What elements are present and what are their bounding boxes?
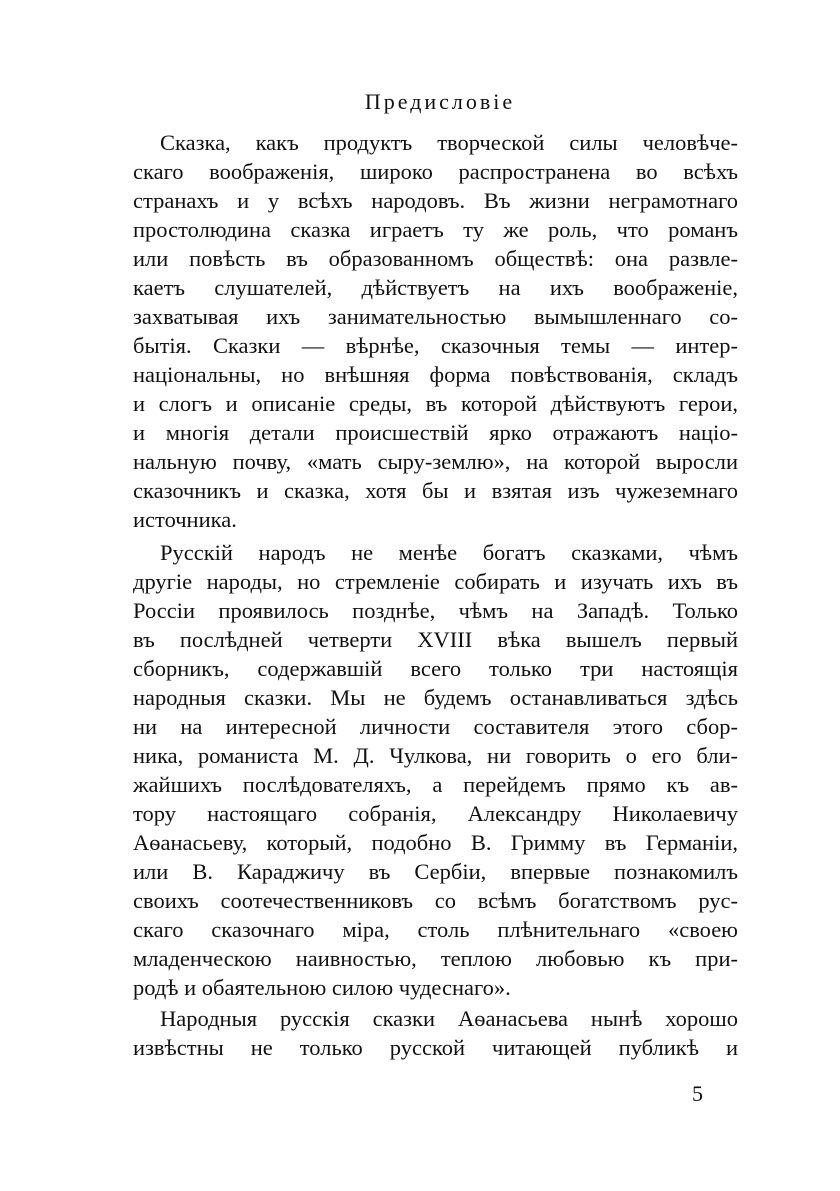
text-line: Аѳанасьеву, который, подобно В. Гримму въ Германіи,: [133, 830, 738, 855]
text-line: скаго воображенія, широко распространена во всѣхъ: [133, 159, 738, 184]
text-line: каетъ слушателей, дѣйствуетъ на ихъ воображеніе,: [133, 275, 738, 300]
text-line: извѣстны не только русской читающей публикѣ и: [133, 1035, 738, 1060]
text-line: Русскій народъ не менѣе богатъ сказками, чѣмъ: [160, 540, 738, 565]
text-line: сказочникъ и сказка, хотя бы и взятая изъ чужеземнаго: [133, 478, 738, 503]
text-line: національны, но внѣшняя форма повѣствованія, складъ: [133, 362, 738, 387]
text-line: другіе народы, но стремленіе собирать и изучать ихъ въ: [133, 569, 738, 594]
page-number: 5: [692, 1081, 703, 1106]
text-line: захватывая ихъ занимательностью вымышленнаго со-: [133, 304, 738, 329]
text-line: младенческою наивностью, теплою любовью къ при-: [133, 946, 738, 971]
text-line: странахъ и у всѣхъ народовъ. Въ жизни неграмотнаго: [133, 188, 738, 213]
text-line: сборникъ, содержавшій всего только три настоящія: [133, 656, 738, 681]
text-line: и многія детали происшествій ярко отражаютъ націо-: [133, 420, 738, 445]
text-line: простолюдина сказка играетъ ту же роль, что романъ: [133, 217, 738, 242]
text-line: скаго сказочнаго міра, столь плѣнительнаго «своею: [133, 917, 738, 942]
text-line: Народныя русскія сказки Аѳанасьева нынѣ хорошо: [160, 1006, 738, 1031]
text-line: ни на интересной личности составителя этого сбор-: [133, 714, 738, 739]
text-line: тору настоящаго собранія, Александру Николаевичу: [133, 801, 738, 826]
text-line: источника.: [133, 507, 237, 532]
text-line: нальную почву, «мать сыру-землю», на которой выросли: [133, 449, 738, 474]
page-title: Предисловіе: [364, 89, 516, 114]
text-line: жайшихъ послѣдователяхъ, а перейдемъ прямо къ ав-: [133, 772, 738, 797]
text-line: или повѣсть въ образованномъ обществѣ: она развле-: [133, 246, 738, 271]
text-line: своихъ соотечественниковъ со всѣмъ богатствомъ рус-: [133, 888, 738, 913]
text-line: и слогъ и описаніе среды, въ которой дѣйствуютъ герои,: [133, 391, 738, 416]
text-line: народныя сказки. Мы не будемъ останавливаться здѣсь: [133, 685, 738, 710]
text-line: родѣ и обаятельною силою чудеснаго».: [133, 975, 511, 1000]
text-line: Сказка, какъ продуктъ творческой силы человѣче-: [160, 130, 738, 155]
text-line: ника, романиста М. Д. Чулкова, ни говорить о его бли-: [133, 743, 738, 768]
text-line: или В. Караджичу въ Сербіи, впервые познакомилъ: [133, 859, 738, 884]
text-line: въ послѣдней четверти XVIII вѣка вышелъ первый: [133, 627, 738, 652]
text-line: Россіи проявилось позднѣе, чѣмъ на Западѣ. Только: [133, 598, 738, 623]
text-line: бытія. Сказки — вѣрнѣе, сказочныя темы — интер-: [133, 333, 738, 358]
